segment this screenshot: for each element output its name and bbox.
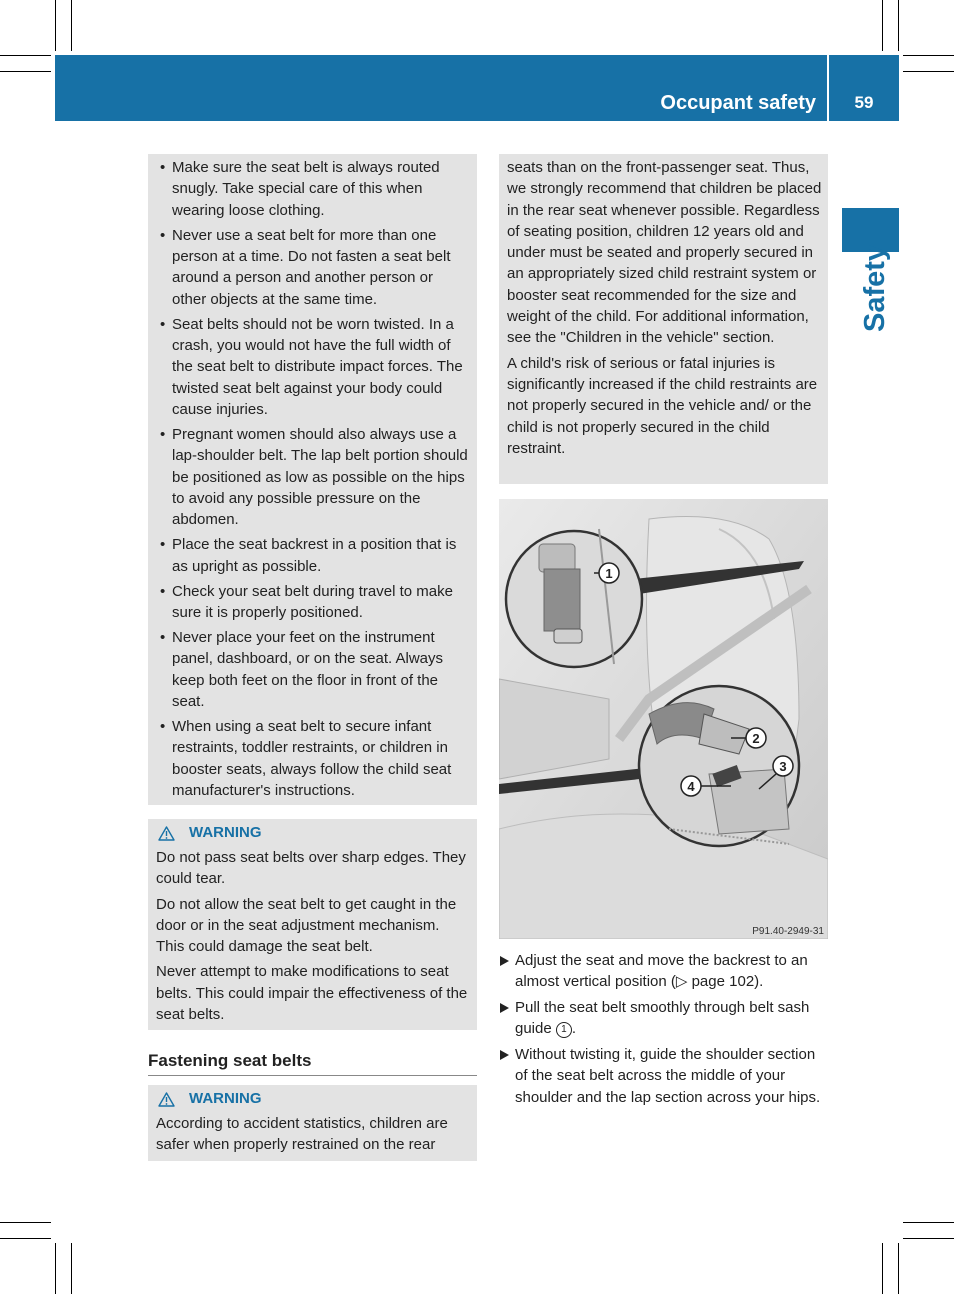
step-text: Pull the seat belt smoothly through belt sash guide xyxy=(515,999,810,1038)
list-item: • Place the seat backrest in a position that is as upright as possible. xyxy=(156,534,471,577)
warning-box xyxy=(148,819,477,1030)
warning-paragraph: According to accident statistics, children are safer when properly restrained on the rear xyxy=(156,1115,448,1154)
figure-code: P91.40-2949-31 xyxy=(752,926,824,937)
callout-1: 1 xyxy=(605,566,613,581)
warning-label: WARNING xyxy=(189,1090,262,1108)
seat-belt-illustration xyxy=(499,499,828,939)
list-item: • When using a seat belt to secure infant restraints, toddler restraints, or children in booster seats, always follow the child seat manufacturer's instructions. xyxy=(156,716,471,801)
callout-4: 4 xyxy=(687,779,695,794)
crop-mark xyxy=(0,71,51,72)
warning-triangle-icon xyxy=(158,826,175,841)
warning-paragraph: Do not pass seat belts over sharp edges. They could tear. xyxy=(156,849,466,888)
step-text-end: . xyxy=(571,1020,577,1038)
seat-belt-notes-list xyxy=(156,157,471,801)
seat-belt-notes-box xyxy=(148,154,477,805)
callout-3: 3 xyxy=(779,759,787,774)
step-item xyxy=(499,950,830,993)
crop-mark xyxy=(903,1222,954,1223)
list-item: • Pregnant women should also always use a lap-shoulder belt. The lap belt portion should be positioned as low as possible on the hips to avoid any possible pressure on the abdomen. xyxy=(156,424,471,530)
crop-mark xyxy=(903,1238,954,1239)
callout-number: 1 xyxy=(556,1022,572,1038)
crop-mark xyxy=(71,0,72,51)
warning-box xyxy=(148,1085,477,1161)
warning-triangle-icon xyxy=(158,1092,175,1107)
section-header-title: Occupant safety xyxy=(660,92,816,114)
callout-2: 2 xyxy=(752,731,760,746)
crop-mark xyxy=(71,1243,72,1294)
crop-mark xyxy=(882,1243,883,1294)
crop-mark xyxy=(898,0,899,51)
instruction-steps xyxy=(499,950,830,1113)
step-text: Adjust the seat and move the backrest to an almost vertical position (▷ page 102). xyxy=(515,952,808,991)
crop-mark xyxy=(898,1243,899,1294)
list-item: • Seat belts should not be worn twisted. In a crash, you would not have the full width of the seat belt to distribute impact forces. The twisted seat belt against your body could cause injuries. xyxy=(156,314,471,420)
section-title: Fastening seat belts xyxy=(148,1051,477,1076)
warning-paragraph: seats than on the front-passenger seat. Thus, we strongly recommend that children be placed in the rear seat whenever possible. Regardless of seating position, children 12 years old and under must be seated and properly secured in an appropriately sized child restraint system or booster seat recommended for the size and weight of the child. For additional information, see the "Children in the vehicle" section. xyxy=(507,159,822,347)
warning-paragraph: Do not allow the seat belt to get caught in the door or in the seat adjustment mechanism. This could damage the seat belt. xyxy=(156,895,457,956)
warning-paragraph: A child's risk of serious or fatal injuries is significantly increased if the child restraints are not properly secured in the vehicle and/ or the child is not properly secured in the child restraint. xyxy=(507,354,818,457)
warning-paragraph: Never attempt to make modifications to seat belts. This could impair the effectiveness of the seat belts. xyxy=(156,963,468,1024)
steps-list xyxy=(499,950,830,1108)
crop-mark xyxy=(0,1222,51,1223)
list-item: • Make sure the seat belt is always routed snugly. Take special care of this when wearing loose clothing. xyxy=(156,157,471,221)
seat-belt-image xyxy=(499,499,828,939)
crop-mark xyxy=(903,71,954,72)
warning-continuation-box xyxy=(499,154,828,484)
warning-heading xyxy=(156,822,471,844)
page-number: 59 xyxy=(854,93,874,112)
crop-mark xyxy=(55,1243,56,1294)
chapter-label: Safety xyxy=(859,244,891,332)
step-item xyxy=(499,1044,830,1108)
crop-mark xyxy=(0,1238,51,1239)
warning-heading xyxy=(156,1088,471,1110)
crop-mark xyxy=(0,55,51,56)
list-item: • Never place your feet on the instrument panel, dashboard, or on the seat. Always keep both feet on the floor in front of the seat. xyxy=(156,627,471,712)
page-header xyxy=(55,55,899,121)
crop-mark xyxy=(882,0,883,51)
list-item: • Check your seat belt during travel to make sure it is properly positioned. xyxy=(156,581,471,624)
list-item: • Never use a seat belt for more than one person at a time. Do not fasten a seat belt around a person and another person or other objects at the same time. xyxy=(156,225,471,310)
warning-label: WARNING xyxy=(189,824,262,842)
crop-mark xyxy=(903,55,954,56)
step-item xyxy=(499,997,830,1040)
crop-mark xyxy=(55,0,56,51)
step-text: Without twisting it, guide the shoulder section of the seat belt across the middle of your shoulder and the lap section across your hips. xyxy=(515,1046,821,1106)
